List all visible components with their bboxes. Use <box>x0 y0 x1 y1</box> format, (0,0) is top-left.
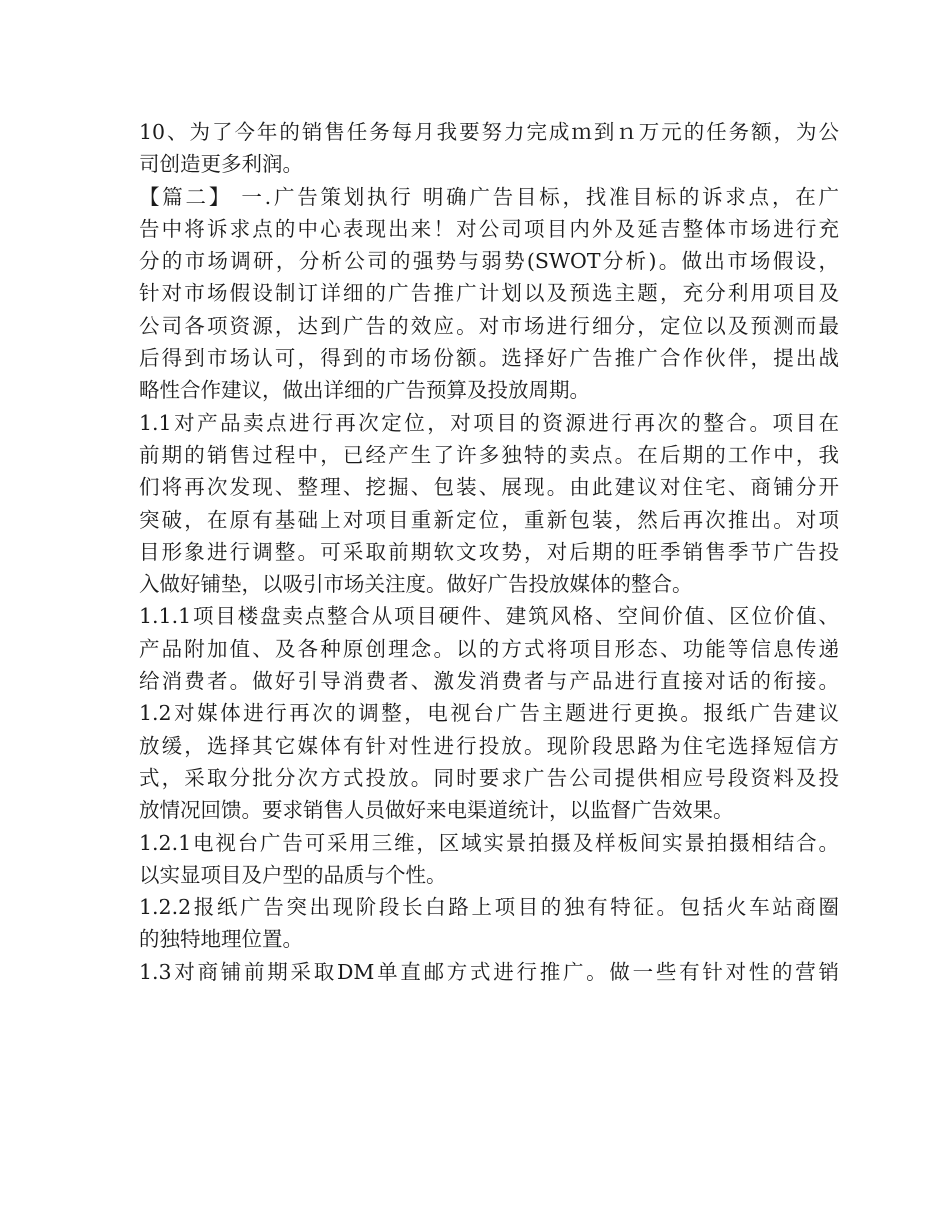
text-line: 放情况回馈。要求销售人员做好来电渠道统计，以监督广告效果。 <box>139 798 734 823</box>
text-line: 略性合作建议，做出详细的广告预算及投放周期。 <box>139 378 590 403</box>
text-line: 放缓，选择其它媒体有针对性进行投放。现阶段思路为住宅选择短信方 <box>139 733 839 758</box>
text-line: 告中将诉求点的中心表现出来！对公司项目内外及延吉整体市场进行充 <box>139 216 839 241</box>
text-line: 以实显项目及户型的品质与个性。 <box>139 862 447 887</box>
text-line: 给消费者。做好引导消费者、激发消费者与产品进行直接对话的衔接。 <box>139 669 839 694</box>
text-line: 突破，在原有基础上对项目重新定位，重新包装，然后再次推出。对项 <box>139 507 839 532</box>
text-line: 1.3对商铺前期采取DM单直邮方式进行推广。做一些有针对性的营销 <box>139 959 839 984</box>
text-line: 分的市场调研，分析公司的强势与弱势(SWOT分析)。做出市场假设， <box>139 249 839 274</box>
text-line: 入做好铺垫，以吸引市场关注度。做好广告投放媒体的整合。 <box>139 572 693 597</box>
text-line: 1.2.2报纸广告突出现阶段长白路上项目的独有特征。包括火车站商圈 <box>139 895 839 920</box>
text-line: 10、为了今年的销售任务每月我要努力完成ｍ到ｎ万元的任务额，为公 <box>139 120 839 144</box>
document-body <box>139 116 839 988</box>
text-line: 式，采取分批分次方式投放。同时要求广告公司提供相应号段资料及投 <box>139 765 839 790</box>
text-line: 司创造更多利润。 <box>139 152 303 177</box>
text-line: 1.1.1项目楼盘卖点整合从项目硬件、建筑风格、空间价值、区位价值、 <box>139 604 839 629</box>
text-line: 们将再次发现、整理、挖掘、包装、展现。由此建议对住宅、商铺分开 <box>139 475 839 500</box>
text-line: 后得到市场认可，得到的市场份额。选择好广告推广合作伙伴，提出战 <box>139 346 839 371</box>
text-line: 公司各项资源，达到广告的效应。对市场进行细分，定位以及预测而最 <box>139 313 839 338</box>
text-line: 前期的销售过程中，已经产生了许多独特的卖点。在后期的工作中，我 <box>139 442 839 467</box>
text-line: 【篇二】 一.广告策划执行 明确广告目标，找准目标的诉求点，在广 <box>139 184 839 209</box>
text-line: 1.1对产品卖点进行再次定位，对项目的资源进行再次的整合。项目在 <box>139 410 839 435</box>
text-line: 1.2.1电视台广告可采用三维，区域实景拍摄及样板间实景拍摄相结合。 <box>139 830 839 855</box>
text-line: 针对市场假设制订详细的广告推广计划以及预选主题，充分利用项目及 <box>139 281 839 306</box>
text-line: 1.2对媒体进行再次的调整，电视台广告主题进行更换。报纸广告建议 <box>139 701 839 726</box>
text-line: 的独特地理位置。 <box>139 927 303 952</box>
text-line: 产品附加值、及各种原创理念。以的方式将项目形态、功能等信息传递 <box>139 636 839 661</box>
text-line: 目形象进行调整。可采取前期软文攻势，对后期的旺季销售季节广告投 <box>139 539 839 564</box>
